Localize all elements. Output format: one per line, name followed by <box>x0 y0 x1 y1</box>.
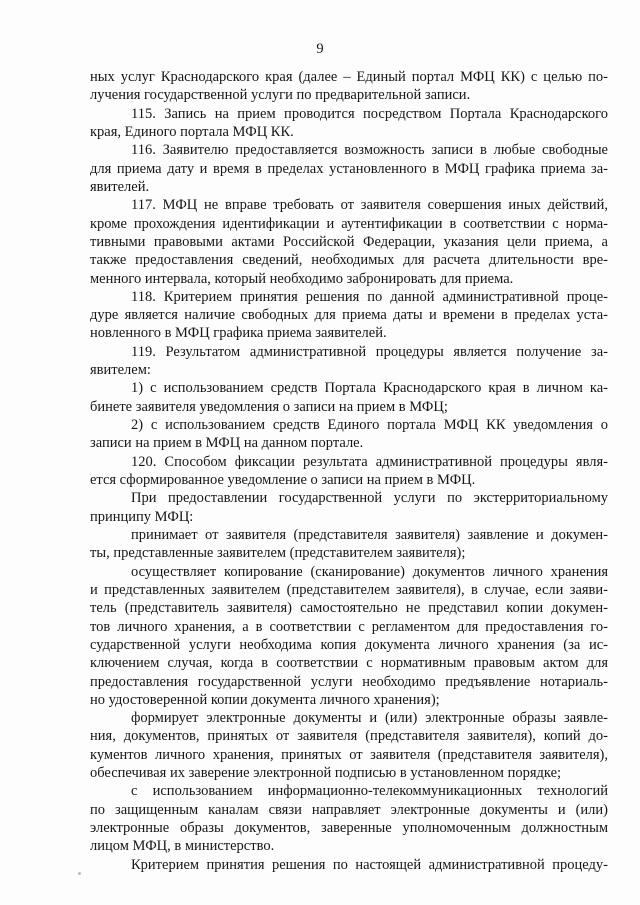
text-line: бинете заявителя уведомления о записи на прием в МФЦ; <box>90 398 448 415</box>
text-line: с использованием информационно-телекоммуникационных технологий <box>131 783 608 800</box>
page-number: 9 <box>316 41 324 57</box>
text-line: 2) с использованием средств Единого портала МФЦ КК уведомления о <box>131 417 608 434</box>
text-line: формирует электронные документы и (или) электронные образы заявле- <box>131 710 608 727</box>
text-line: дуре является наличие свободных для приема даты и времени в пределах уста- <box>90 307 608 324</box>
text-line: лучения государственной услуги по предварительной записи. <box>90 87 471 104</box>
text-line: 119. Результатом административной процедуры является получение за- <box>131 343 608 360</box>
text-line: сударственной услуги необходима копия документа личного хранения (за ис- <box>90 636 608 653</box>
text-line: 115. Запись на прием проводится посредством Портала Краснодарского <box>131 105 608 122</box>
text-line: новленного в МФЦ графика приема заявителей. <box>90 325 387 342</box>
text-line: явителей. <box>90 178 150 195</box>
scan-speck <box>78 872 81 875</box>
text-line: кроме прохождения идентификации и аутентификации в соответствии с норма- <box>90 215 608 232</box>
text-line: принципу МФЦ: <box>90 508 194 525</box>
text-line: ных услуг Краснодарского края (далее – Единый портал МФЦ КК) с целью по- <box>90 69 608 85</box>
text-line: по защищенным каналам связи направляет электронные документы и (или) <box>90 801 608 818</box>
text-line: но удостоверенной копии документа личного хранения); <box>90 691 440 708</box>
text-line: При предоставлении государственной услуги по экстерриториальному <box>131 490 608 507</box>
text-line: менного интервала, который необходимо забронировать для приема. <box>90 270 514 287</box>
text-line: предоставления государственной услуги необходимо предъявление нотариаль- <box>90 673 608 690</box>
text-line: 120. Способом фиксации результата административной процедуры явля- <box>131 453 608 470</box>
text-line: принимает от заявителя (представителя заявителя) заявление и докумен- <box>131 526 608 543</box>
text-line: края, Единого портала МФЦ КК. <box>90 123 294 140</box>
text-line: лицом МФЦ, в министерство. <box>90 838 275 855</box>
text-line: тивными правовыми актами Российской Федерации, указания цели приема, а <box>90 233 608 250</box>
text-line: 116. Заявителю предоставляется возможность записи в любые свободные <box>131 142 608 159</box>
text-line: кументов личного хранения, принятых от заявителя (представителя заявителя), <box>90 746 608 763</box>
text-line: ключением случая, когда в соответствии с нормативным правовым актом для <box>90 655 608 672</box>
text-line: 118. Критерием принятия решения по данной административной проце- <box>131 288 608 305</box>
text-line: явителем: <box>90 362 151 379</box>
text-line: 1) с использованием средств Портала Краснодарского края в личном ка- <box>131 380 608 397</box>
text-line: электронные образы документов, заверенные уполномоченным должностным <box>90 820 608 837</box>
text-line: записи на прием в МФЦ на данном портале. <box>90 435 364 452</box>
text-line: ется сформированное уведомление о записи на прием в МФЦ. <box>90 472 476 488</box>
text-line: ты, представленные заявителем (представителем заявителя); <box>90 545 466 562</box>
text-line: тель (представитель заявителя) самостоятельно не представил копии докумен- <box>90 600 608 617</box>
text-line: также предоставления сведений, необходимых для расчета длительности вре- <box>90 252 608 269</box>
text-line: осуществляет копирование (сканирование) документов личного хранения <box>131 563 608 580</box>
text-line: Критерием принятия решения по настоящей административной процеду- <box>131 856 608 873</box>
text-line: для приема дату и время в пределах установленного в МФЦ графика приема за- <box>90 160 608 177</box>
text-line: тов личного хранения, а в соответствии с регламентом для предоставления го- <box>90 618 608 635</box>
text-line: обеспечивая их заверение электронной подписью в установленном порядке; <box>90 765 562 782</box>
text-line: 117. МФЦ не вправе требовать от заявителя совершения иных действий, <box>131 197 608 214</box>
text-line: ния, документов, принятых от заявителя (представителя заявителя), копий до- <box>90 728 608 745</box>
text-line: и представленных заявителем (представителем заявителя), в случае, если заяви- <box>90 581 608 598</box>
